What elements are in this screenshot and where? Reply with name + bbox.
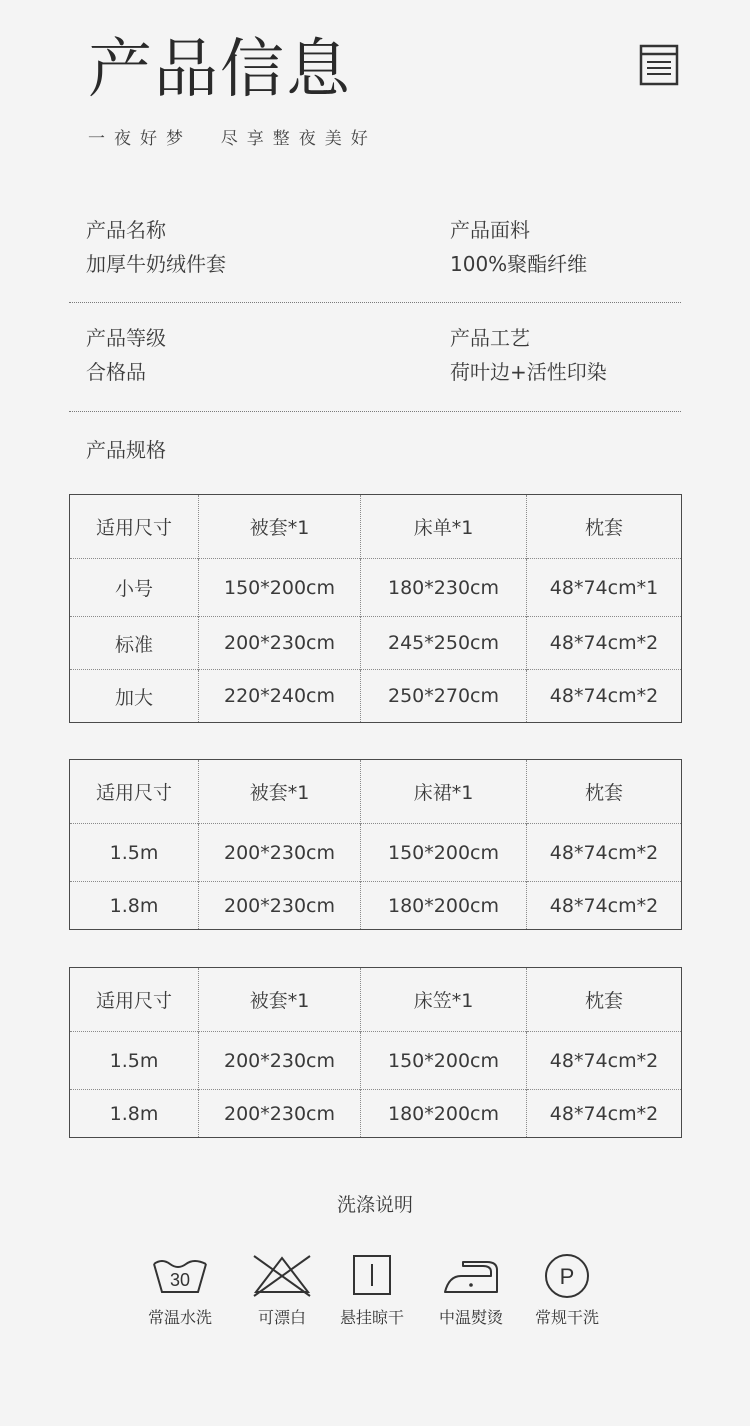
info-value: 荷叶边+活性印染 bbox=[450, 360, 607, 384]
wash-item bbox=[421, 1252, 521, 1326]
table-cell: 48*74cm*2 bbox=[527, 1032, 682, 1090]
table-cell: 1.5m bbox=[70, 1032, 199, 1090]
info-label: 产品等级 bbox=[86, 326, 166, 350]
wash-item bbox=[322, 1252, 422, 1326]
header-cell: 床裙*1 bbox=[361, 760, 527, 824]
wash-label: 中温熨烫 bbox=[438, 1308, 503, 1327]
table-cell: 200*230cm bbox=[199, 1090, 361, 1138]
table-cell: 小号 bbox=[70, 559, 199, 617]
table-cell: 48*74cm*2 bbox=[527, 1090, 682, 1138]
wash-label: 常温水洗 bbox=[147, 1308, 212, 1327]
no-bleach-icon bbox=[252, 1252, 312, 1298]
info-fabric bbox=[450, 220, 587, 274]
table-cell: 150*200cm bbox=[361, 1032, 527, 1090]
wash-label: 常规干洗 bbox=[534, 1308, 599, 1327]
header-cell: 床笠*1 bbox=[361, 968, 527, 1032]
wash-label: 可漂白 bbox=[257, 1308, 306, 1327]
table-cell: 180*230cm bbox=[361, 559, 527, 617]
info-craft bbox=[450, 328, 607, 382]
info-value: 加厚牛奶绒件套 bbox=[86, 252, 226, 276]
dry-clean-glyph: P bbox=[559, 1264, 575, 1289]
wash-item bbox=[130, 1252, 230, 1326]
spec-table-fitted bbox=[69, 967, 682, 1138]
header-cell: 被套*1 bbox=[199, 760, 361, 824]
table-row bbox=[70, 824, 682, 882]
document-icon bbox=[638, 44, 680, 86]
table-cell: 1.8m bbox=[70, 882, 199, 930]
table-cell: 250*270cm bbox=[361, 670, 527, 723]
table-cell: 加大 bbox=[70, 670, 199, 723]
info-label: 产品面料 bbox=[450, 218, 530, 242]
header-cell: 枕套 bbox=[527, 760, 682, 824]
hang-dry-icon bbox=[342, 1252, 402, 1298]
wash-item bbox=[517, 1252, 617, 1326]
table-cell: 200*230cm bbox=[199, 882, 361, 930]
header-cell: 适用尺寸 bbox=[95, 782, 172, 804]
wash-section-title: 洗涤说明 bbox=[336, 1194, 413, 1216]
table-cell: 245*250cm bbox=[361, 617, 527, 670]
table-cell: 180*200cm bbox=[361, 1090, 527, 1138]
divider bbox=[69, 411, 681, 412]
header-cell: 被套*1 bbox=[199, 968, 361, 1032]
table-cell: 180*200cm bbox=[361, 882, 527, 930]
header-cell: 枕套 bbox=[527, 968, 682, 1032]
table-cell: 200*230cm bbox=[199, 1032, 361, 1090]
page-subtitle: 一夜好梦 尽享整夜美好 bbox=[88, 129, 377, 149]
table-header-row bbox=[70, 760, 682, 824]
table-cell: 200*230cm bbox=[199, 824, 361, 882]
wash-item bbox=[232, 1252, 332, 1326]
dry-clean-icon bbox=[537, 1252, 597, 1298]
header-cell: 枕套 bbox=[527, 495, 682, 559]
info-grade bbox=[86, 328, 166, 382]
page-title: 产品信息 bbox=[88, 33, 352, 107]
info-value: 100%聚酯纤维 bbox=[450, 252, 588, 276]
header-cell: 被套*1 bbox=[199, 495, 361, 559]
wash-temp-glyph: 30 bbox=[169, 1270, 191, 1290]
table-cell: 48*74cm*2 bbox=[527, 824, 682, 882]
table-cell: 48*74cm*2 bbox=[527, 617, 682, 670]
table-row bbox=[70, 1090, 682, 1138]
info-value: 合格品 bbox=[86, 360, 146, 384]
divider bbox=[69, 302, 681, 303]
header-cell: 适用尺寸 bbox=[95, 517, 172, 539]
info-product-name bbox=[86, 220, 226, 274]
table-cell: 48*74cm*2 bbox=[527, 882, 682, 930]
table-row bbox=[70, 559, 682, 617]
table-cell: 200*230cm bbox=[199, 617, 361, 670]
iron-medium-icon bbox=[441, 1252, 501, 1298]
table-row bbox=[70, 617, 682, 670]
table-cell: 1.5m bbox=[70, 824, 199, 882]
info-label: 产品名称 bbox=[86, 218, 166, 242]
header-cell: 适用尺寸 bbox=[95, 990, 172, 1012]
table-header-row bbox=[70, 495, 682, 559]
table-cell: 150*200cm bbox=[361, 824, 527, 882]
table-cell: 48*74cm*2 bbox=[527, 670, 682, 723]
table-row bbox=[70, 1032, 682, 1090]
table-cell: 220*240cm bbox=[199, 670, 361, 723]
table-cell: 150*200cm bbox=[199, 559, 361, 617]
table-header-row bbox=[70, 968, 682, 1032]
wash-30-icon bbox=[150, 1252, 210, 1298]
wash-label: 悬挂晾干 bbox=[339, 1308, 404, 1327]
spec-table-sheet bbox=[69, 494, 682, 723]
info-label: 产品工艺 bbox=[450, 326, 530, 350]
table-cell: 1.8m bbox=[70, 1090, 199, 1138]
table-row bbox=[70, 882, 682, 930]
spec-section-title: 产品规格 bbox=[86, 438, 166, 462]
header-cell: 床单*1 bbox=[361, 495, 527, 559]
table-cell: 标准 bbox=[70, 617, 199, 670]
spec-table-bedskirt bbox=[69, 759, 682, 930]
table-cell: 48*74cm*1 bbox=[527, 559, 682, 617]
table-row bbox=[70, 670, 682, 723]
